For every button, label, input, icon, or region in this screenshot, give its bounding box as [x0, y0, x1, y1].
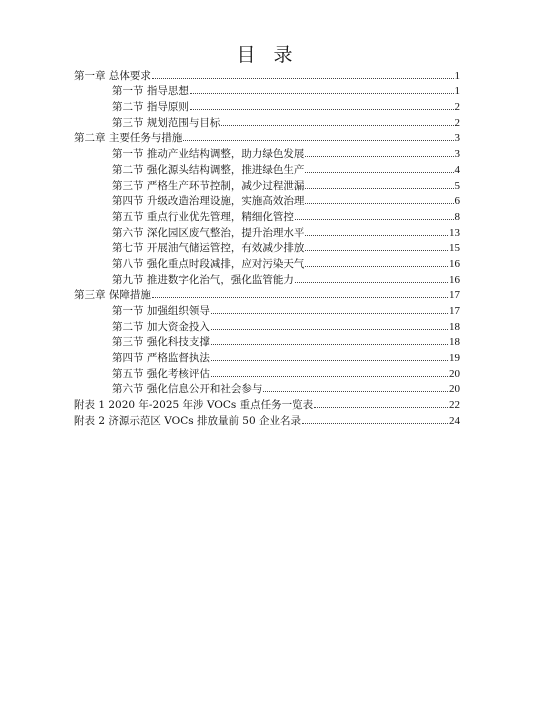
toc-entry-page-number: 6	[454, 195, 460, 208]
toc-entry-page-number: 2	[454, 101, 460, 114]
toc-section-entry[interactable]	[74, 302, 460, 318]
toc-chapter-entry[interactable]	[74, 130, 460, 146]
dot-leader	[295, 219, 454, 220]
dot-leader	[190, 93, 454, 94]
toc-entry-label: 第二节 指导原则	[112, 101, 189, 114]
toc-section-entry[interactable]	[74, 193, 460, 209]
toc-entry-label: 第一节 加强组织领导	[112, 305, 210, 317]
toc-chapter-entry[interactable]	[74, 396, 460, 412]
toc-entry-page-number: 17	[449, 289, 460, 302]
toc-section-entry[interactable]	[74, 381, 460, 397]
toc-entry-label: 第六节 深化园区废气整治，提升治理水平	[112, 226, 305, 239]
toc-entry-label: 第一节 推动产业结构调整，助力绿色发展	[112, 148, 305, 161]
dot-leader	[305, 172, 453, 173]
dot-leader	[295, 282, 448, 283]
toc-entry-page-number: 18	[449, 336, 460, 349]
toc-chapter-entry[interactable]	[74, 67, 460, 83]
dot-leader	[305, 188, 453, 189]
toc-entry-page-number: 19	[449, 352, 460, 365]
dot-leader	[305, 235, 448, 236]
toc-entry-page-number: 20	[449, 367, 460, 380]
toc-entry-page-number: 1	[454, 69, 460, 82]
dot-leader	[211, 329, 448, 330]
toc-entry-label: 第一章 总体要求	[74, 69, 151, 82]
toc-entry-page-number: 13	[449, 226, 460, 239]
dot-leader	[211, 344, 448, 345]
toc-entry-label: 第二节 加大资金投入	[112, 320, 210, 333]
toc-entry-label: 第二章 主要任务与措施	[74, 132, 183, 145]
toc-entry-label: 第五节 重点行业优先管理，精细化管控	[112, 210, 294, 223]
dot-leader	[305, 250, 448, 251]
toc-title: 目 录	[236, 44, 299, 66]
toc-entry-page-number: 20	[449, 383, 460, 396]
toc-section-entry[interactable]	[74, 224, 460, 240]
toc-section-entry[interactable]	[74, 145, 460, 161]
dot-leader	[305, 266, 448, 267]
toc-entry-page-number: 17	[449, 305, 460, 317]
toc-entry-label: 第二节 强化源头结构调整，推进绿色生产	[112, 163, 305, 176]
toc-entry-label: 第九节 推进数字化治气，强化监管能力	[112, 273, 294, 286]
toc-entry-label: 第三节 强化科技支撑	[112, 336, 210, 349]
toc-entry-page-number: 16	[449, 273, 460, 286]
table-of-contents	[74, 67, 460, 428]
toc-section-entry[interactable]	[74, 98, 460, 114]
dot-leader	[263, 391, 448, 392]
toc-entry-label: 第八节 强化重点时段减排，应对污染天气	[112, 257, 305, 270]
toc-chapter-entry[interactable]	[74, 287, 460, 303]
dot-leader	[211, 313, 448, 314]
toc-entry-label: 第三章 保障措施	[74, 289, 151, 302]
dot-leader	[302, 423, 448, 424]
dot-leader	[211, 360, 448, 361]
toc-entry-label: 第一节 指导思想	[112, 85, 189, 98]
dot-leader	[314, 407, 448, 408]
toc-entry-page-number: 4	[454, 163, 460, 176]
toc-section-entry[interactable]	[74, 114, 460, 130]
toc-section-entry[interactable]	[74, 271, 460, 287]
toc-entry-page-number: 18	[449, 320, 460, 333]
toc-entry-page-number: 5	[454, 179, 460, 192]
dot-leader	[305, 203, 453, 204]
toc-chapter-entry[interactable]	[74, 412, 460, 428]
toc-section-entry[interactable]	[74, 255, 460, 271]
toc-entry-page-number: 2	[454, 116, 460, 129]
toc-section-entry[interactable]	[74, 365, 460, 381]
dot-leader	[221, 125, 453, 126]
dot-leader	[190, 109, 454, 110]
toc-section-entry[interactable]	[74, 83, 460, 99]
dot-leader	[183, 140, 453, 141]
toc-section-entry[interactable]	[74, 208, 460, 224]
toc-section-entry[interactable]	[74, 334, 460, 350]
dot-leader	[305, 156, 453, 157]
toc-entry-page-number: 3	[454, 132, 460, 145]
toc-entry-page-number: 8	[454, 210, 460, 223]
toc-entry-page-number: 15	[449, 242, 460, 255]
toc-section-entry[interactable]	[74, 349, 460, 365]
toc-section-entry[interactable]	[74, 240, 460, 256]
toc-entry-label: 第三节 规划范围与目标	[112, 116, 221, 129]
toc-entry-page-number: 3	[454, 148, 460, 161]
toc-entry-label: 第四节 严格监督执法	[112, 352, 210, 365]
toc-section-entry[interactable]	[74, 161, 460, 177]
dot-leader	[152, 297, 448, 298]
toc-entry-label: 附表 2 济源示范区 VOCs 排放量前 50 企业名录	[74, 414, 301, 427]
toc-entry-label: 第五节 强化考核评估	[112, 367, 210, 380]
dot-leader	[152, 78, 454, 79]
toc-section-entry[interactable]	[74, 177, 460, 193]
toc-entry-label: 第六节 强化信息公开和社会参与	[112, 383, 263, 396]
toc-entry-page-number: 16	[449, 257, 460, 270]
toc-entry-label: 第三节 严格生产环节控制，减少过程泄漏	[112, 179, 305, 192]
toc-entry-page-number: 24	[449, 414, 460, 427]
toc-entry-label: 第四节 升级改造治理设施，实施高效治理	[112, 195, 305, 208]
toc-entry-page-number: 1	[454, 85, 460, 98]
dot-leader	[211, 376, 448, 377]
toc-section-entry[interactable]	[74, 318, 460, 334]
toc-entry-page-number: 22	[449, 399, 460, 412]
toc-entry-label: 第七节 开展油气储运管控，有效减少排放	[112, 242, 305, 255]
toc-entry-label: 附表 1 2020 年-2025 年涉 VOCs 重点任务一览表	[74, 399, 314, 412]
